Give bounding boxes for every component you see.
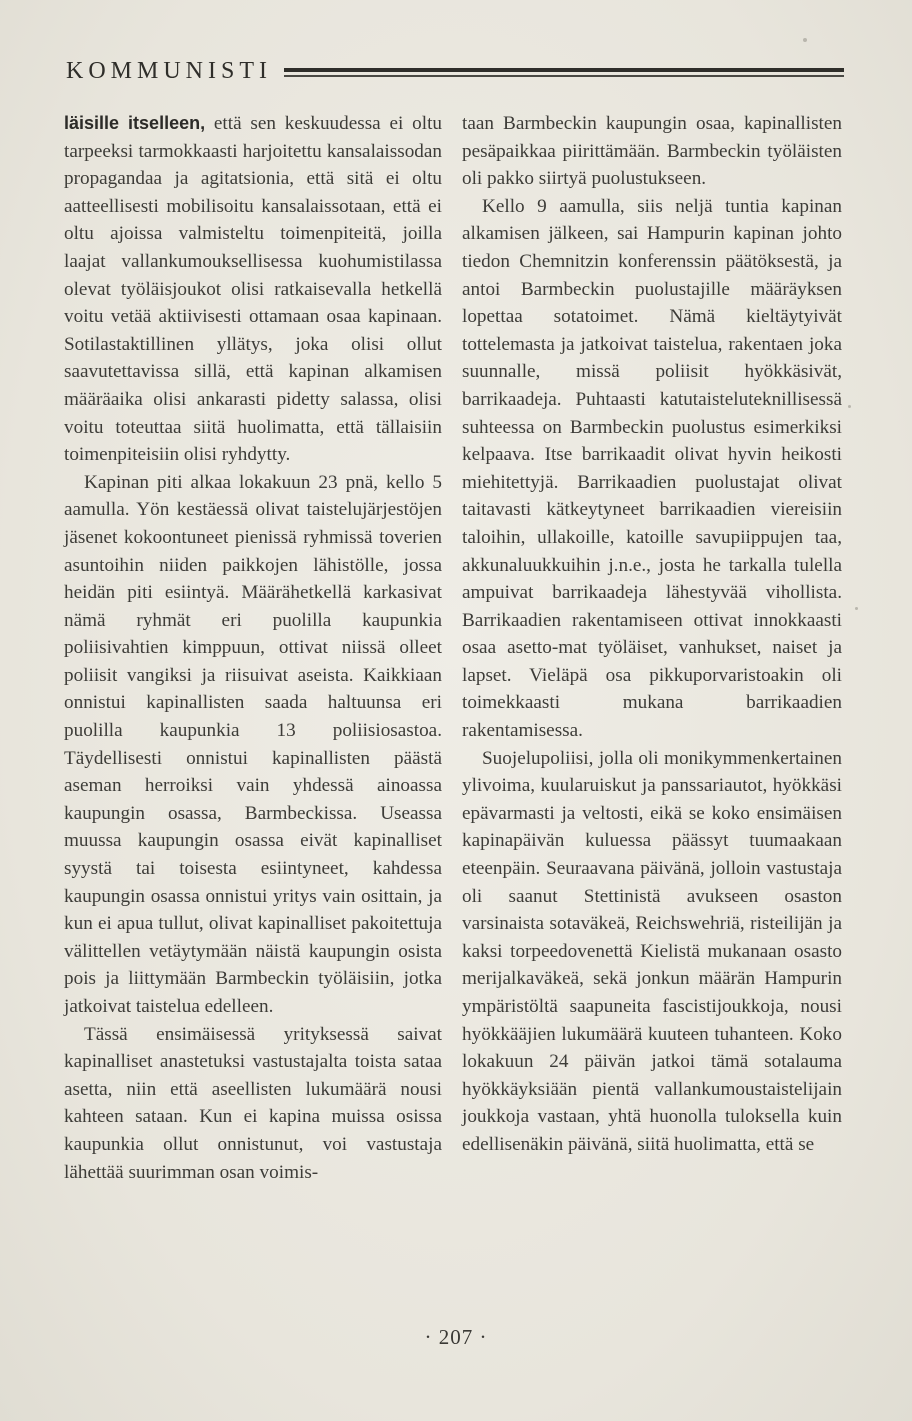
right-column bbox=[462, 110, 842, 1159]
page-header bbox=[66, 58, 846, 92]
paragraph bbox=[462, 110, 842, 193]
paragraph bbox=[64, 1021, 442, 1187]
left-column bbox=[64, 110, 442, 1186]
header-rule bbox=[284, 68, 844, 72]
paragraph-lead: läisille itselleen, bbox=[64, 113, 206, 133]
paragraph bbox=[64, 469, 442, 1021]
paragraph bbox=[462, 193, 842, 745]
paper-speck bbox=[855, 607, 858, 610]
paragraph-text: että sen keskuudessa ei oltu tarpeeksi tarmokkaasti harjoitettu kansalaissodan propagandaa ja agitatsionia, että sitä ei oltu aatteellisesti mobilisoitu kansalaissotaan, että ei oltu ajoissa valmisteltu toimenpiteitä, joilla laajat vallankumouksellisessa kuohumistilassa olevat työläisjoukot olisi ratkaisevalla hetkellä voitu vetää aktiivisesti ottamaan osaa kapinaan. Sotilastaktillinen yllätys, joka olisi ollut saavutettavissa sillä, että kapinan alkamisen määräaika olisi ankarasti pidetty salassa, olisi voitu toteuttaa siitä huolimatta, että tällaisiin toimenpiteisiin olisi ryhdytty. bbox=[64, 113, 443, 466]
publication-title: KOMMUNISTI bbox=[66, 58, 272, 84]
paper-speck bbox=[803, 38, 807, 42]
paragraph bbox=[462, 745, 842, 1159]
paragraph-text: Kapinan piti alkaa lokakuun 23 pnä, kello 5 aamulla. Yön kestäessä olivat taistelujärjestöjen jäsenet kokoontuneet pienissä ryhmissä toverien asuntoihin niiden paikkojen lähistölle, jossa heidän piti esiintyä. Määrähetkellä karkasivat nämä ryhmät eri puolilla kaupunkia poliisivahtien kimppuun, ottivat niissä olleet poliisit vangiksi ja riisuivat aseista. Kaikkiaan onnistui kapinallisten saada haltuunsa eri puolilla kaupunkia 13 poliisiosastoa. Täydellisesti onnistui kapinallisten päästä aseman herroiksi vain yhdessä ainoassa kaupungin osassa, Barmbeckissa. Useassa muussa kaupungin osassa eivät kapinalliset syystä tai toisesta esiintyneet, kahdessa kaupungin osassa onnistui yritys vain osittain, ja kun ei apua tullut, olivat kapinalliset pakoitettuja välittellen vetäytymään näistä kaupungin osista pois ja liittymään Barmbeckin työläisiin, jotka jatkoivat taistelua edelleen. bbox=[64, 471, 442, 1017]
paragraph-text: Tässä ensimäisessä yrityksessä saivat kapinalliset anastetuksi vastustajalta toista sataa asetta, niin että aseellisten lukumäärä nousi kahteen sataan. Kun ei kapina muissa osissa kaupunkia ollut onnistunut, voi vastustaja lähettää suurimman osan voimis- bbox=[64, 1023, 442, 1183]
paragraph-text: Suojelupoliisi, jolla oli monikymmenkertainen ylivoima, kuularuiskut ja panssariautot, hyökkäsi epävarmasti ja veltosti, eikä se koko ensimäisen kapinapäivän kuluessa päässyt tuumaakaan eteenpäin. Seuraavana päivänä, jolloin vastustaja oli saanut Stettinistä avukseen osaston varsinaista sotaväkeä, Reichswehriä, risteilijän ja kaksi torpeedovenettä Kielistä mukanaan osasto merijalkaväkeä, sekä jonkun määrän Hampurin ympäristöltä saapuneita fascistijoukkoja, nousi hyökkääjien lukumäärä kuuteen tuhanteen. Koko lokakuun 24 päivän jatkoi tämä sotalauma hyökkäyksiään pientä vallankumoustaistelijain joukkoja vastaan, yhtä huonolla tuloksella kuin edellisenäkin päivänä, siitä huolimatta, että se bbox=[462, 747, 842, 1155]
paragraph-text: taan Barmbeckin kaupungin osaa, kapinallisten pesäpaikkaa piirittämään. Barmbeckin työläisten oli pakko siirtyä puolustukseen. bbox=[462, 113, 842, 190]
paragraph bbox=[64, 110, 442, 469]
header-rule-thin bbox=[284, 75, 844, 77]
paper-speck bbox=[848, 405, 851, 408]
page-number: · 207 · bbox=[424, 1325, 488, 1349]
paragraph-text: Kello 9 aamulla, siis neljä tuntia kapinan alkamisen jälkeen, sai Hampurin kapinan johto tiedon Chemnitzin konferenssin päätöksestä, ja antoi Barmbeckin puolustajille määräyksen lopettaa sotatoimet. Nämä kieltäytyivät tottelemasta ja jatkoivat taistelua, rakentaen joka suunnalle, missä poliisit hyökkäsivät, barrikaadeja. Puhtaasti katutaisteluteknillisessä suhteessa on Barmbeckin puolustus esimerkiksi kelpaava. Itse barrikaadit olivat hyvin heikosti miehitettyjä. Barrikaadien puolustajat olivat taitavasti kätkeytyneet barrikaadien viereisiin taloihin, ullakoille, katoille savupiippujen taa, akkunaluukkuihin j.n.e., josta he tarkalla tulella ampuivat barrikaadeja lähestyvää vihollista. Barrikaadien rakentamiseen ottivat innokkaasti osaa asetto-mat työläiset, vanhukset, naiset ja lapset. Vieläpä osa pikkuporvaristoakin oli toimekkaasti mukana barrikaadien rakentamisessa. bbox=[462, 195, 842, 742]
